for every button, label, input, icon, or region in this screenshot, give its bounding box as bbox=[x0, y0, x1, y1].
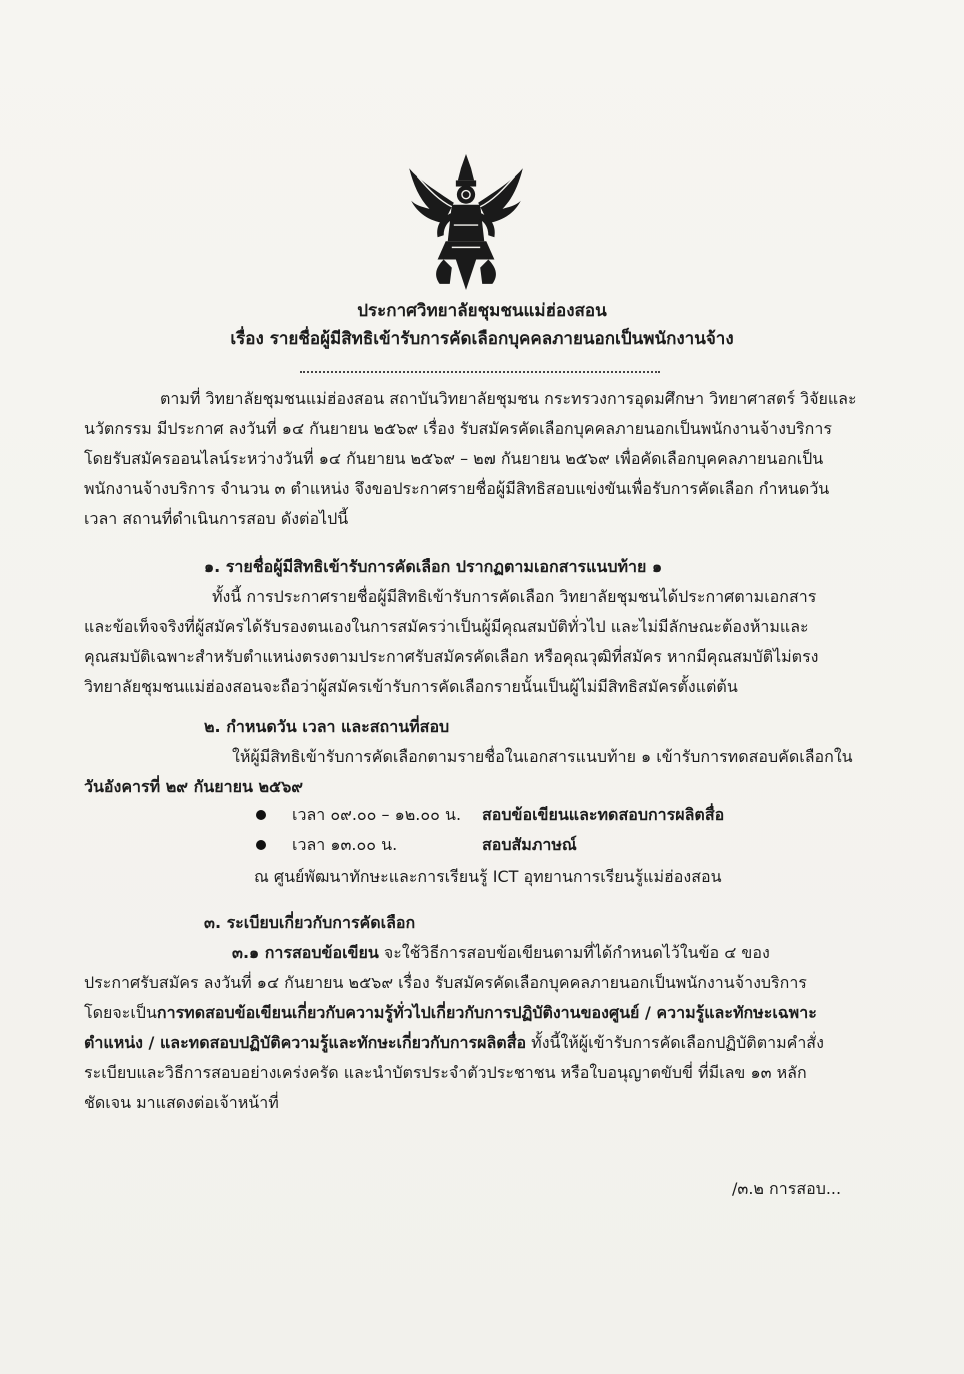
section-3-bold-text: การทดสอบข้อเขียนเกี่ยวกับความรู้ทั่วไปเกี่ยวกับการปฏิบัติงานของศูนย์ / ความรู้และทักษะเฉพาะ bbox=[156, 1003, 817, 1022]
section-3-line bbox=[84, 1032, 824, 1054]
bullet-icon bbox=[256, 810, 266, 820]
section-3-text: โดยจะเป็น bbox=[84, 1003, 157, 1022]
intro-line: เวลา สถานที่ดำเนินการสอบ ดังต่อไปนี้ bbox=[84, 509, 349, 528]
section-3-1-label: ๓.๑ การสอบข้อเขียน bbox=[232, 943, 379, 962]
section-1-line: วิทยาลัยชุมชนแม่ฮ่องสอนจะถือว่าผู้สมัครเข้ารับการคัดเลือกรายนั้นเป็นผู้ไม่มีสิทธิสมัครตั้งแต่ต้น bbox=[84, 677, 738, 696]
section-3-heading: ๓. ระเบียบเกี่ยวกับการคัดเลือก bbox=[204, 913, 416, 932]
intro-line: นวัตกรรม มีประกาศ ลงวันที่ ๑๔ กันยายน ๒๕๖๙ เรื่อง รับสมัครคัดเลือกบุคคลภายนอกเป็นพนักงานจ้างบริการ bbox=[84, 419, 832, 438]
intro-line: พนักงานจ้างบริการ จำนวน ๓ ตำแหน่ง จึงขอประกาศรายชื่อผู้มีสิทธิสอบแข่งขันเพื่อรับการคัดเลือก กำหนดวัน bbox=[84, 479, 830, 498]
section-2-heading: ๒. กำหนดวัน เวลา และสถานที่สอบ bbox=[204, 717, 450, 736]
schedule-time: เวลา ๑๓.๐๐ น. bbox=[292, 835, 398, 854]
garuda-emblem bbox=[405, 150, 527, 292]
intro-line: โดยรับสมัครออนไลน์ระหว่างวันที่ ๑๔ กันยายน ๒๕๖๙ – ๒๗ กันยายน ๒๕๖๙ เพื่อคัดเลือกบุคคลภายนอกเป็น bbox=[84, 449, 824, 468]
section-3-text: ทั้งนี้ให้ผู้เข้ารับการคัดเลือกปฏิบัติตามคำสั่ง bbox=[526, 1033, 824, 1052]
bullet-icon bbox=[256, 840, 266, 850]
dotted-separator bbox=[300, 371, 660, 373]
exam-venue: ณ ศูนย์พัฒนาทักษะและการเรียนรู้ ICT อุทยานการเรียนรู้แม่ฮ่องสอน bbox=[254, 867, 722, 886]
schedule-activity: สอบข้อเขียนและทดสอบการผลิตสื่อ bbox=[482, 805, 725, 824]
announcement-title: ประกาศวิทยาลัยชุมชนแม่ฮ่องสอน bbox=[357, 301, 607, 321]
exam-date: วันอังคารที่ ๒๙ กันยายน ๒๕๖๙ bbox=[84, 777, 303, 796]
section-3-line: ประกาศรับสมัคร ลงวันที่ ๑๔ กันยายน ๒๕๖๙ เรื่อง รับสมัครคัดเลือกบุคคลภายนอกเป็นพนักงานจ้างบริการ bbox=[84, 973, 807, 992]
section-2-line: ให้ผู้มีสิทธิเข้ารับการคัดเลือกตามรายชื่อในเอกสารแนบท้าย ๑ เข้ารับการทดสอบคัดเลือกใน bbox=[232, 747, 853, 766]
section-3-bold-text: ตำแหน่ง / และทดสอบปฏิบัติความรู้และทักษะเกี่ยวกับการผลิตสื่อ bbox=[84, 1033, 527, 1052]
continued-footer: /๓.๒ การสอบ... bbox=[732, 1179, 842, 1198]
intro-line: ตามที่ วิทยาลัยชุมชนแม่ฮ่องสอน สถาบันวิทยาลัยชุมชน กระทรวงการอุดมศึกษา วิทยาศาสตร์ วิจัยและ bbox=[160, 389, 857, 408]
section-3-line: ชัดเจน มาแสดงต่อเจ้าหน้าที่ bbox=[84, 1093, 279, 1112]
section-1-heading: ๑. รายชื่อผู้มีสิทธิเข้ารับการคัดเลือก ปรากฏตามเอกสารแนบท้าย ๑ bbox=[204, 557, 663, 576]
section-3-1-text: จะใช้วิธีการสอบข้อเขียนตามที่ได้กำหนดไว้ในข้อ ๔ ของ bbox=[378, 943, 770, 962]
announcement-subject: เรื่อง รายชื่อผู้มีสิทธิเข้ารับการคัดเลือกบุคคลภายนอกเป็นพนักงานจ้าง bbox=[230, 329, 734, 349]
schedule-time: เวลา ๐๙.๐๐ – ๑๒.๐๐ น. bbox=[292, 805, 462, 824]
section-3-line: ระเบียบและวิธีการสอบอย่างเคร่งครัด และนำบัตรประจำตัวประชาชน หรือใบอนุญาตขับขี่ ที่มีเลข ๑๓ หลัก bbox=[84, 1063, 807, 1082]
schedule-activity: สอบสัมภาษณ์ bbox=[482, 835, 577, 854]
section-1-line: ทั้งนี้ การประกาศรายชื่อผู้มีสิทธิเข้ารับการคัดเลือก วิทยาลัยชุมชนได้ประกาศตามเอกสาร bbox=[212, 587, 817, 606]
section-3-line bbox=[84, 1002, 817, 1024]
section-3-1-line bbox=[232, 942, 770, 964]
section-1-line: คุณสมบัติเฉพาะสำหรับตำแหน่งตรงตามประกาศรับสมัครคัดเลือก หรือคุณวุฒิที่สมัคร หากมีคุณสมบัติไม่ตรง bbox=[84, 647, 819, 666]
section-1-line: และข้อเท็จจริงที่ผู้สมัครได้รับรองตนเองในการสมัครว่าเป็นผู้มีคุณสมบัติทั่วไป และไม่มีลักษณะต้องห้ามและ bbox=[84, 617, 809, 636]
